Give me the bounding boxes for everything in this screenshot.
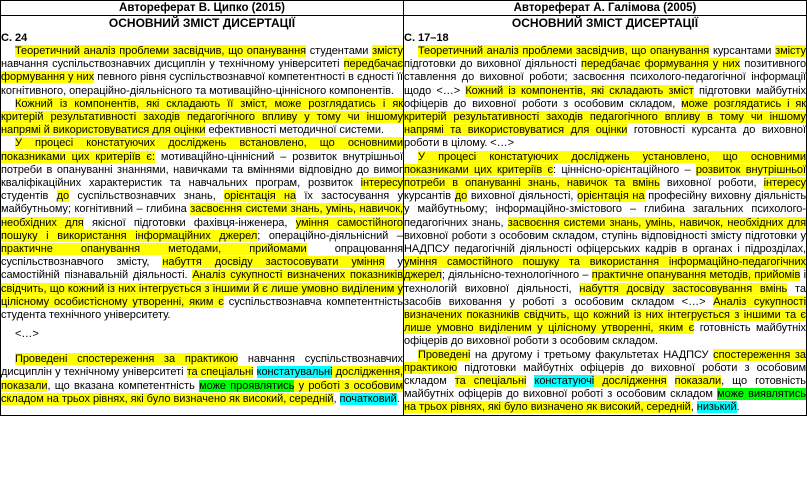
text-run: виховної роботи з особовим складом, ступінь відповідності змісту підготовки у НАДПСУ педагогічній діяльності офіцерських кадрів в органах і підрозділах,	[404, 229, 806, 256]
left-paragraph-1	[1, 45, 403, 98]
text-run: : ціннісно-орієнтаційного –	[553, 163, 696, 176]
text-run: курсантами	[709, 45, 776, 57]
highlighted-text-run: практичне опанування методів, прийомів	[591, 269, 801, 282]
left-column	[1, 16, 404, 416]
text-run: курсантів	[404, 190, 455, 203]
text-run: їх застосування у майбутньому; когнітивний – глибина	[1, 190, 403, 216]
highlighted-text-run: констатувальні	[256, 366, 333, 379]
highlighted-text-run: змісту	[775, 45, 806, 57]
highlighted-text-run: може розглядатись і як критерій результативності заходів педагогічного впливу в тому чи іншому напрямі та використовуватися для оцінки	[404, 97, 806, 137]
text-run: навчання суспільствознавчих дисциплін у технічному університеті	[1, 353, 403, 379]
text-run: ,	[690, 401, 697, 414]
content-row	[1, 16, 807, 416]
text-run: готовність майбутніх офіцерів до виховної роботи з особовим складом.	[404, 322, 806, 348]
text-run: , що вказана компетентність	[47, 379, 200, 392]
right-section-title: ОСНОВНИЙ ЗМІСТ ДИСЕРТАЦІЇ	[511, 16, 699, 30]
highlighted-text-run: початковий	[339, 392, 397, 405]
left-paragraph-last	[1, 353, 403, 406]
text-run: студентів	[1, 190, 57, 203]
highlighted-text-run: У процесі констатуючих досліджень установлено, що основними показниками цих критеріїв є	[404, 150, 806, 176]
highlighted-text-run: Проведені	[418, 348, 471, 361]
right-column	[404, 16, 807, 416]
text-run: навчання суспільствознавчих дисциплін у технічному університеті	[1, 58, 344, 71]
text-run: .	[736, 401, 740, 414]
right-paragraph-last	[404, 349, 806, 415]
highlighted-text-run: Аналіз сукупності визначених показників свідчить, що кожний із них інтегрується з іншими й є лише умовно виділеним у цілісному особистісному утворенні, яким є	[1, 269, 403, 308]
text-run: , що готовність майбутніх офіцерів до виховної роботі з особовим складом	[404, 375, 806, 401]
highlighted-text-run: засвоєння системи знань, умінь, навичок, необхідних для	[1, 203, 403, 229]
highlighted-text-run: розвиток внутрішньої потреби в опануванні знань, навичок та вмінь	[404, 163, 806, 190]
highlighted-text-run: може виявлятись	[717, 388, 806, 401]
text-run: ; операційно-діяльнісний –	[257, 229, 403, 242]
highlighted-text-run: Кожний із компонентів, які складають її зміст, може розглядатись і як критерій результативності заходів педагогічного впливу у тому чи іншому напрямі й використовуватися для оцінки	[1, 97, 403, 137]
highlighted-text-run: У процесі констатуючих досліджень встановлено, що основними показниками цих критеріїв є:	[1, 137, 403, 163]
text-run: суспільствознавча компетентність студента технічного університету.	[1, 295, 403, 322]
highlighted-text-run: дослідження	[594, 375, 667, 388]
text-run: підготовки майбутніх офіцерів до виховної роботи з особовим складом	[404, 361, 806, 388]
text-run: мотиваційно-ціннісний – розвиток внутрішньої потреби в опануванні знаннями, навичками та вміннями відповідно до вимог кваліфікаційних характеристик та навчальних програм, розвиток	[1, 150, 404, 190]
highlighted-text-run: та спеціальні	[186, 366, 254, 379]
text-run: професійну виховну діяльність у майбутньому; інформаційно-змістового – глибина загальних психолого-педагогічних знань,	[404, 190, 806, 229]
highlighted-text-run: та спеціальні	[454, 375, 527, 388]
highlighted-text-run: спостереження за практикою	[404, 348, 806, 374]
highlighted-text-run: інтересу	[360, 177, 403, 190]
text-run: студентами	[306, 45, 373, 57]
text-run: опрацювання суспільствознавчого змісту,	[1, 243, 404, 269]
text-run	[667, 375, 675, 387]
text-run: і технологій виховної діяльності,	[404, 269, 806, 295]
right-paragraph-2	[404, 151, 806, 349]
highlighted-text-run: низький	[696, 401, 737, 414]
highlighted-text-run: дослідження, показали	[1, 366, 403, 392]
highlighted-text-run: передбачає формування у них	[581, 58, 741, 71]
text-run: ; діяльнісно-технологічного –	[441, 269, 592, 282]
text-run: на другому і третьому факультетах НАДПСУ	[470, 348, 714, 361]
text-run: готовності курсанта до виховної роботи в цілому. <…>	[404, 124, 806, 150]
header-row	[1, 1, 807, 16]
left-paragraph-3	[1, 137, 403, 322]
highlighted-text-run: на трьох рівнях, які було визначено як високий, середній	[404, 401, 691, 414]
left-column-header: Автореферат В. Ципко (2015)	[1, 1, 404, 16]
highlighted-text-run: Теоретичний аналіз проблеми засвідчив, що опанування	[418, 45, 710, 57]
text-run: якісної підготовки фахівця-інженера,	[83, 216, 296, 229]
highlighted-text-run: Аналіз сукупності визначених показників свідчить, що кожний із них інтегрується з іншими та є лише умовно виділеним у цілісному утворенні, яким є	[404, 295, 806, 335]
text-run: виховної діяльності,	[467, 190, 578, 203]
highlighted-text-run: передбачає формування у них	[1, 58, 403, 84]
highlighted-text-run: констатуючі	[534, 375, 595, 388]
highlighted-text-run: практичне опанування методами, прийомами	[1, 243, 307, 256]
text-run: суспільствознавчих знань,	[69, 190, 225, 203]
left-page-ref: С. 24	[1, 32, 28, 44]
right-column-header: Автореферат А. Галімова (2005)	[404, 1, 807, 16]
highlighted-text-run: у роботі з особовим складом на трьох рівнях, які було визначено як високий, середній	[1, 379, 403, 405]
highlighted-text-run: Теоретичний аналіз проблеми засвідчив, що опанування	[15, 45, 307, 57]
left-ellipsis: <…>	[15, 328, 39, 341]
highlighted-text-run: може проявлятись	[199, 379, 295, 392]
highlighted-text-run: до	[56, 190, 70, 203]
highlighted-text-run: уміння самостійного пошуку і використання інформаційних джерел	[1, 216, 403, 242]
text-run: підготовки до виховної діяльності	[404, 58, 582, 71]
text-run: ,	[333, 392, 340, 405]
right-page-ref: С. 17–18	[404, 32, 449, 44]
text-run: підготовки майбутніх офіцерів до виховної роботи з особовим складом,	[404, 84, 806, 110]
highlighted-text-run: уміння самостійного пошуку та використання інформаційно-педагогічних джерел	[404, 256, 806, 282]
highlighted-text-run: Кожний із компонентів, які складають зміст	[465, 84, 694, 97]
text-run: .	[396, 392, 400, 405]
highlighted-text-run: набуття досвіду застосовувати уміння	[162, 256, 385, 269]
left-section-title: ОСНОВНИЙ ЗМІСТ ДИСЕРТАЦІЇ	[108, 16, 296, 30]
text-run: позитивного ставлення до виховної роботи; засвоєння психолого-педагогічної інформації щодо <…>	[404, 58, 807, 97]
highlighted-text-run: орієнтація на	[224, 190, 297, 203]
highlighted-text-run: Проведені спостереження за практикою	[15, 353, 239, 366]
text-run: виховної роботи,	[659, 177, 764, 190]
highlighted-text-run: засвоєння системи знань, умінь, навичок, необхідних для	[507, 216, 806, 229]
highlighted-text-run: показали	[674, 375, 722, 388]
text-run: ефективності методичної системи.	[205, 124, 384, 137]
highlighted-text-run: набуття досвіду застосовування вмінь	[579, 282, 788, 295]
left-paragraph-2	[1, 98, 403, 138]
right-paragraph-1	[404, 45, 806, 151]
text-run: та засобів виховання у роботі з особовим складом <…>	[404, 282, 806, 308]
text-run: у самостійній пізнавальній діяльності.	[1, 256, 403, 282]
highlighted-text-run: до	[454, 190, 468, 203]
highlighted-text-run: інтересу	[763, 177, 806, 190]
highlighted-text-run: орієнтація на	[577, 190, 645, 203]
text-run: певного рівня суспільствознавчої компетентності в єдності її когнітивного, операційно-діяльнісного та мотиваційно-ціннісного компонентів.	[1, 71, 403, 97]
highlighted-text-run: змісту	[372, 45, 403, 57]
